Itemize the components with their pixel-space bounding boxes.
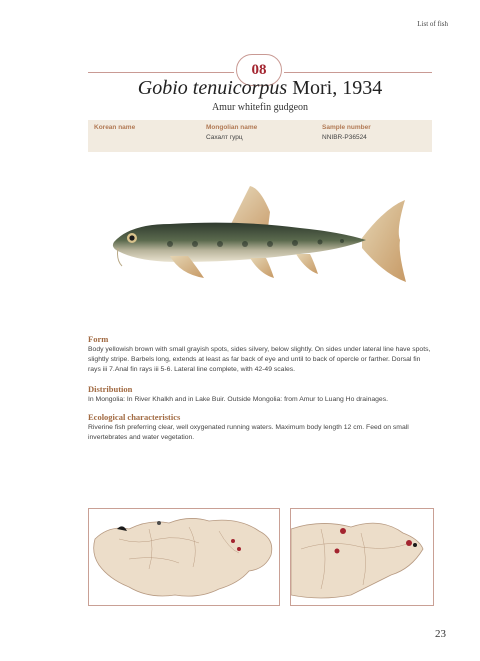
common-name: Amur whitefin gudgeon (211, 102, 309, 113)
distribution-map-mongolia (88, 508, 280, 606)
form-text: Body yellowish brown with small grayish spots, sides silvery, below slightly. On sides under lateral line have spots, slightly stripe. Barbels long, extends at least as far back of eye and until to back of opercle or farther. Dorsal fin rays iii 7.Anal fin rays iii 5-6. Lateral line complete, with 42-49 scales. (88, 346, 431, 373)
header-rule-right (284, 72, 432, 73)
entry-number: 08 (251, 61, 267, 78)
mongolia-map-graphic (89, 509, 279, 605)
distribution-heading: Distribution (88, 384, 133, 394)
header-rule-left (88, 72, 234, 73)
running-head: List of fish (417, 20, 448, 28)
ecology-heading: Ecological characteristics (88, 412, 181, 422)
korean-name-col (94, 124, 135, 134)
sample-number-label: Sample number (322, 124, 371, 131)
scientific-name: Gobio tenuicorpus (137, 77, 288, 99)
form-heading: Form (88, 334, 109, 344)
page-number: 23 (435, 628, 446, 640)
distribution-map-detail (290, 508, 434, 606)
fish-illustration (100, 178, 420, 298)
korean-name-label: Korean name (94, 124, 136, 131)
mongolian-name-label: Mongolian name (206, 124, 258, 131)
ecology-text: Riverine fish preferring clear, well oxygenated running waters. Maximum body length 12 cm. Feed on small invertebrates and water vegetation. (88, 424, 409, 441)
species-title (0, 77, 480, 100)
mongolian-name-value: Сахалт гурц (206, 134, 243, 141)
sample-number-value: NNIBR-P36524 (322, 134, 367, 141)
author-year: Mori, 1934 (292, 77, 383, 99)
mongolian-name-col (206, 124, 257, 141)
sample-number-col (322, 124, 371, 141)
distribution-text: In Mongolia: In River Khalkh and in Lake Buir. Outside Mongolia: from Amur to Luang Ho drainages. (88, 396, 388, 403)
info-box (88, 120, 432, 152)
detail-map-graphic (291, 509, 433, 605)
